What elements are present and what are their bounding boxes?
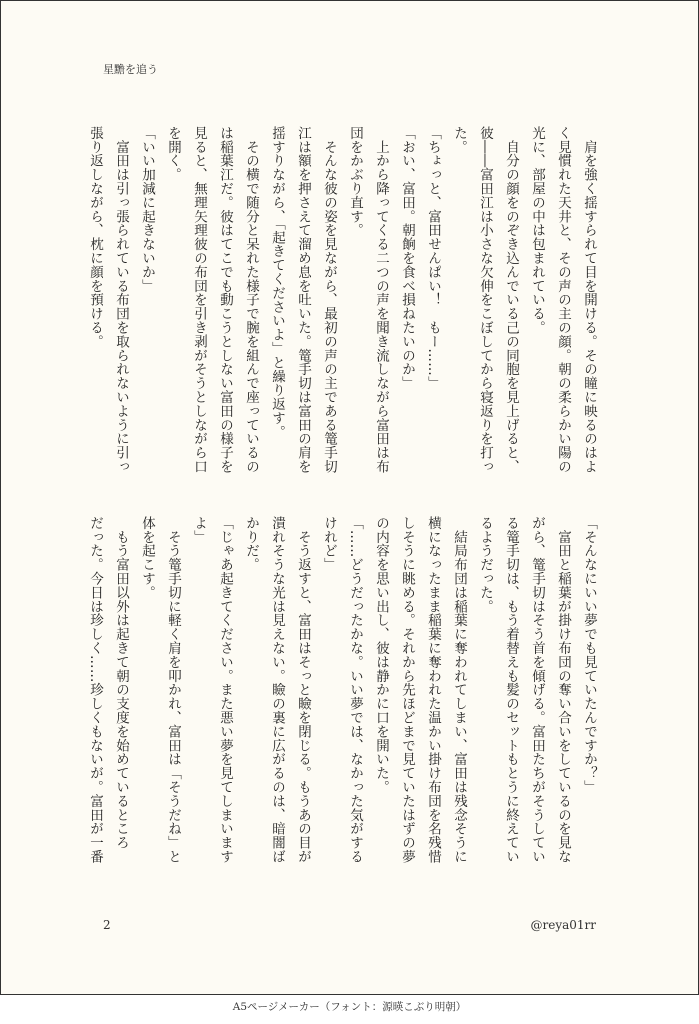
- text-line: そんな彼の姿を見ながら、最初の声の主である篭手切: [321, 126, 337, 474]
- text-line: 横になったまま稲葉に奪われた温かい掛け布団を名残惜: [425, 516, 441, 864]
- text-line: を開く。: [165, 126, 181, 182]
- text-line: 揺すりながら、「起きてくださいよ」と繰り返す。: [269, 126, 285, 439]
- text-line: 江は額を押さえて溜め息を吐いた。篭手切は富田の肩を: [295, 126, 311, 474]
- text-line: そう返すと、富田はそっと瞼を閉じる。もうあの目が: [295, 516, 311, 864]
- generator-caption: A5ページメーカー（フォント：源暎こぶり明朝）: [232, 1001, 467, 1013]
- text-line: 上から降ってくる二つの声を聞き流しながら富田は布: [373, 126, 389, 474]
- text-line: けれど」: [321, 516, 337, 572]
- text-line: そう篭手切に軽く肩を叩かれ、富田は「そうだね」と: [165, 516, 181, 864]
- text-line: た。: [451, 126, 467, 154]
- text-line: 潰れそうな光は見えない。瞼の裏に広がるのは、暗闇ば: [269, 516, 285, 864]
- text-line: 肩を強く揺すられて目を開ける。その瞳に映るのはよ: [581, 126, 597, 474]
- text-line: る篭手切は、もう着替えも髪のセットもとうに終えてい: [503, 516, 519, 864]
- bottom-text-block: [87, 516, 602, 896]
- page-number: 2: [103, 918, 111, 932]
- text-line: 自分の顔をのぞき込んでいる己の同胞を見上げると、: [503, 126, 519, 474]
- text-line: 結局布団は稲葉に奪われてしまい、富田は残念そうに: [451, 516, 467, 864]
- text-line: 「……どうだったかな。いい夢では、なかった気がする: [347, 516, 363, 864]
- text-line: がら、篭手切はそう首を傾げる。富田たちがそうしてい: [529, 516, 545, 864]
- text-line: 富田と稲葉が掛け布団の奪い合いをしているのを見な: [555, 516, 571, 864]
- text-line: だった。今日は珍しく……珍しくもないが。富田が一番: [87, 516, 103, 864]
- text-line: 見ると、無理矢理彼の布団を引き剥がそうとしながら口: [191, 126, 207, 474]
- text-line: かりだ。: [243, 516, 259, 572]
- text-line: もう富田以外は起きて朝の支度を始めているところ: [113, 516, 129, 850]
- text-line: 彼――富田江は小さな欠伸をこぼしてから寝返りを打っ: [477, 126, 493, 474]
- text-line: は稲葉江だ。彼はてこでも動こうとしない富田の様子を: [217, 126, 233, 474]
- text-line: く見慣れた天井と、その声の主の顔。朝の柔らかい陽の: [555, 126, 571, 474]
- text-line: 富田は引っ張られている布団を取られないように引っ: [113, 126, 129, 474]
- text-line: の内容を思い出し、彼は静かに口を開いた。: [373, 516, 389, 794]
- text-line: 「じゃあ起きてください。また悪い夢を見てしまいます: [217, 516, 233, 864]
- author-handle: @reya01rr: [530, 918, 596, 932]
- text-line: しそうに眺める。それから先ほどまで見ていたはずの夢: [399, 516, 415, 864]
- text-line: るようだった。: [477, 516, 493, 614]
- text-line: 体を起こす。: [139, 516, 155, 600]
- text-line: 張り返しながら、枕に顔を預ける。: [87, 126, 103, 349]
- text-line: 「おい、富田。朝餉を食べ損ねたいのか」: [399, 126, 415, 391]
- text-line: 団をかぶり直す。: [347, 126, 363, 238]
- text-line: 光に、部屋の中は包まれている。: [529, 126, 545, 335]
- running-title: 星黵を追う: [103, 63, 158, 76]
- text-line: その横で随分と呆れた様子で腕を組んで座っているの: [243, 126, 259, 474]
- text-line: 「ちょっと、富田せんぱい！ もー……」: [425, 126, 441, 391]
- text-line: よ」: [191, 516, 207, 544]
- top-text-block: [87, 126, 602, 476]
- text-line: 「いい加減に起きないか」: [139, 126, 155, 293]
- text-line: 「そんなにいい夢でも見ていたんですか？」: [581, 516, 597, 794]
